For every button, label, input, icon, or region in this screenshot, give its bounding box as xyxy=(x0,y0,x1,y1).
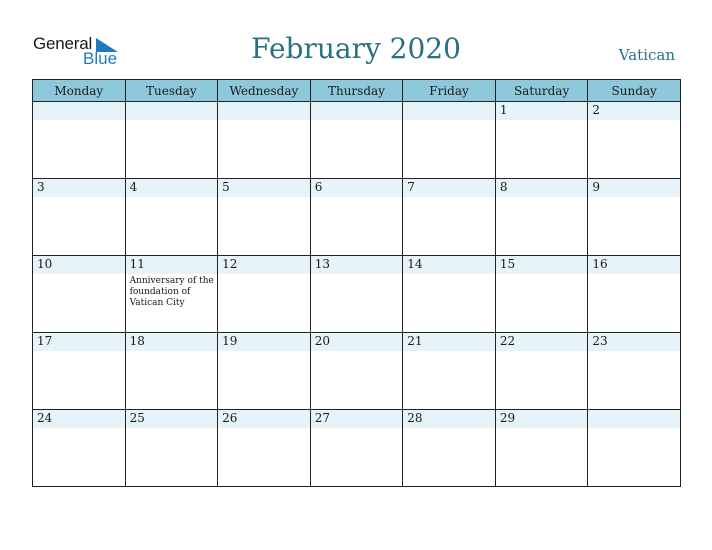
day-cell xyxy=(125,179,218,256)
day-number: 29 xyxy=(499,411,516,425)
weekday-saturday: Saturday xyxy=(495,80,588,102)
day-number: 13 xyxy=(314,257,330,271)
page-title: February 2020 xyxy=(251,32,461,65)
day-number: 26 xyxy=(222,411,238,425)
day-cell xyxy=(218,333,311,410)
day-number: 8 xyxy=(499,180,508,194)
day-number: 16 xyxy=(592,257,608,271)
day-cell xyxy=(33,410,126,487)
week-row-4 xyxy=(33,333,681,410)
day-cell xyxy=(310,102,403,179)
day-cell xyxy=(310,333,403,410)
day-cell xyxy=(218,179,311,256)
country-label: Vatican xyxy=(618,46,675,64)
day-number: 18 xyxy=(129,334,145,348)
day-cell xyxy=(403,102,496,179)
day-cell xyxy=(218,256,311,333)
logo-word-general: General xyxy=(33,34,93,53)
day-number: 28 xyxy=(407,411,423,425)
weekday-tuesday: Tuesday xyxy=(125,80,218,102)
weekday-wednesday: Wednesday xyxy=(218,80,311,102)
day-cell xyxy=(310,256,403,333)
day-number: 14 xyxy=(407,257,423,271)
day-cell xyxy=(588,102,681,179)
day-cell xyxy=(495,256,588,333)
day-cell xyxy=(588,179,681,256)
day-number: 12 xyxy=(222,257,238,271)
day-number: 25 xyxy=(129,411,145,425)
day-cell xyxy=(495,102,588,179)
day-number: 27 xyxy=(314,411,330,425)
day-cell xyxy=(218,410,311,487)
week-row-1 xyxy=(33,102,681,179)
day-number: 19 xyxy=(222,334,238,348)
day-number: 17 xyxy=(37,334,53,348)
day-cell xyxy=(33,333,126,410)
day-number: 6 xyxy=(314,180,323,194)
calendar-grid xyxy=(32,79,681,487)
day-cell xyxy=(495,410,588,487)
day-number: 15 xyxy=(499,257,516,271)
day-number: 4 xyxy=(129,180,138,194)
day-number: 9 xyxy=(592,180,601,194)
day-cell xyxy=(125,410,218,487)
day-number: 21 xyxy=(407,334,423,348)
day-cell xyxy=(403,256,496,333)
day-number: 1 xyxy=(499,103,508,117)
weekday-sunday: Sunday xyxy=(588,80,681,102)
week-row-5 xyxy=(33,410,681,487)
day-cell xyxy=(588,256,681,333)
day-number: 7 xyxy=(407,180,415,194)
day-number: 20 xyxy=(314,334,330,348)
day-cell xyxy=(33,256,126,333)
weekday-thursday: Thursday xyxy=(310,80,403,102)
day-cell xyxy=(403,179,496,256)
day-cell xyxy=(310,179,403,256)
weekday-friday: Friday xyxy=(403,80,496,102)
weekday-monday: Monday xyxy=(33,80,126,102)
day-number: 11 xyxy=(129,257,145,271)
weekday-header-row xyxy=(33,80,681,102)
day-cell xyxy=(495,333,588,410)
day-number: 3 xyxy=(37,180,45,194)
day-number: 24 xyxy=(37,411,53,425)
day-cell xyxy=(495,179,588,256)
day-cell xyxy=(588,333,681,410)
day-cell xyxy=(33,179,126,256)
day-cell xyxy=(403,410,496,487)
holiday-event: Anniversary of the foundation of Vatican City xyxy=(129,276,214,308)
day-cell xyxy=(310,410,403,487)
day-cell xyxy=(125,256,218,333)
day-cell xyxy=(218,102,311,179)
day-cell xyxy=(125,102,218,179)
day-cell xyxy=(33,102,126,179)
day-cell xyxy=(403,333,496,410)
day-number: 10 xyxy=(37,257,53,271)
day-cell xyxy=(125,333,218,410)
week-row-2 xyxy=(33,179,681,256)
day-cell xyxy=(588,410,681,487)
day-number: 5 xyxy=(222,180,230,194)
logo-word-blue: Blue xyxy=(83,49,118,68)
week-row-3 xyxy=(33,256,681,333)
day-number: 22 xyxy=(499,334,516,348)
day-number: 23 xyxy=(592,334,608,348)
day-number: 2 xyxy=(592,103,601,117)
